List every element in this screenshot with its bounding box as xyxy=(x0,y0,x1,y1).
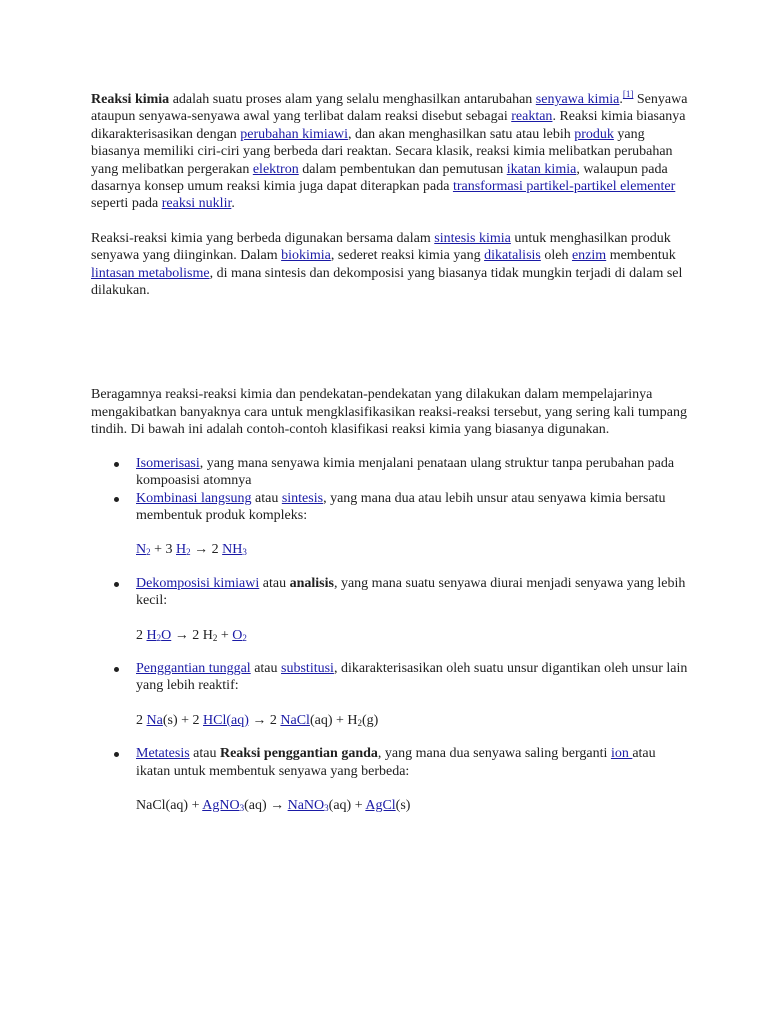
text: dalam pembentukan dan pemutusan xyxy=(298,161,507,177)
subscript: 3 xyxy=(242,547,247,558)
text: , yang mana suatu senyawa diurai menjadi senyawa yang lebih kecil: xyxy=(136,575,686,609)
text: seperti pada xyxy=(91,196,162,212)
text: (aq) → xyxy=(244,797,288,813)
text: (s) xyxy=(395,797,411,813)
subscript: 2 xyxy=(212,632,218,643)
list-item-penggantian-tunggal xyxy=(136,660,691,729)
text: , walaupun pada dasarnya konsep umum reaksi kimia juga dapat diterapkan pada xyxy=(91,161,668,195)
text: . Reaksi kimia biasanya dikarakterisasikan dengan xyxy=(91,109,686,142)
text: , dikarakterisasikan oleh suatu unsur digantikan oleh unsur lain yang lebih reaktif: xyxy=(136,660,688,694)
link-enzim[interactable]: enzim xyxy=(571,248,607,264)
term-reaksi-penggantian-ganda: Reaksi penggantian ganda xyxy=(219,746,378,762)
term-analisis: analisis xyxy=(289,575,334,591)
text: oleh xyxy=(540,248,572,264)
link-dikatalisis[interactable]: dikatalisis xyxy=(484,248,541,264)
second-paragraph xyxy=(91,230,691,300)
text: Senyawa ataupun senyawa-senyawa awal yang terlibat dalam reaksi disebut sebagai xyxy=(91,92,688,125)
link-nacl[interactable]: NaCl xyxy=(280,712,310,728)
formula-text: O xyxy=(232,627,243,643)
term-reaksi-kimia: Reaksi kimia xyxy=(91,92,170,107)
text: adalah suatu proses alam yang selalu menghasilkan antarubahan xyxy=(169,92,536,107)
text: 2 xyxy=(136,627,147,643)
formula-text: NH xyxy=(222,542,243,558)
formula-text: O xyxy=(161,627,172,643)
link-biokimia[interactable]: biokimia xyxy=(281,248,331,264)
text: NaCl(aq) + xyxy=(136,797,203,813)
bullet-icon xyxy=(114,462,119,467)
formula-text: H xyxy=(146,627,157,643)
text: atau xyxy=(259,575,290,591)
link-na[interactable]: Na xyxy=(146,712,163,728)
link-hcl[interactable]: HCl(aq) xyxy=(203,712,249,728)
bullet-icon xyxy=(114,667,119,672)
link-agno3[interactable] xyxy=(202,798,244,813)
subscript: 2 xyxy=(186,547,191,558)
text: + xyxy=(217,627,233,643)
subscript: 2 xyxy=(357,717,362,728)
formula-text: AgNO xyxy=(202,797,240,813)
link-reaktan[interactable]: reaktan xyxy=(511,109,553,125)
link-senyawa-kimia[interactable]: senyawa kimia xyxy=(535,92,620,107)
text: atau xyxy=(189,746,220,762)
text: atau ikatan untuk membentuk senyawa yang berbeda: xyxy=(136,746,656,779)
subscript: 2 xyxy=(146,547,151,558)
text: → 2 H xyxy=(171,627,213,643)
text: (s) + 2 xyxy=(162,712,203,728)
text: , di mana sintesis dan dekomposisi yang biasanya tidak mungkin terjadi di dalam sel dilakukan. xyxy=(91,265,683,299)
link-h2o[interactable] xyxy=(147,628,172,643)
link-o2[interactable] xyxy=(232,628,247,643)
equation-decomposition xyxy=(136,627,691,644)
bullet-icon xyxy=(114,497,119,502)
list-item-kombinasi xyxy=(136,490,691,559)
link-ion[interactable]: ion xyxy=(610,746,633,762)
link-dekomposisi-kimiawi[interactable]: Dekomposisi kimiawi xyxy=(136,575,260,591)
text: + 3 xyxy=(150,542,177,558)
subscript: 2 xyxy=(156,632,162,643)
bullet-icon xyxy=(114,582,119,587)
link-isomerisasi[interactable]: Isomerisasi xyxy=(136,455,200,471)
equation-single-replacement xyxy=(136,712,691,729)
intro-paragraph xyxy=(91,91,691,213)
formula-text: NaNO xyxy=(287,797,325,813)
text: , dan akan menghasilkan satu atau lebih xyxy=(347,126,575,142)
list-item-dekomposisi xyxy=(136,575,691,644)
link-penggantian-tunggal[interactable]: Penggantian tunggal xyxy=(136,660,251,676)
subscript: 2 xyxy=(242,632,247,643)
link-agcl[interactable]: AgCl xyxy=(365,797,396,813)
link-sintesis-kimia[interactable]: sintesis kimia xyxy=(434,230,511,246)
text: , yang mana dua atau lebih unsur atau senyawa kimia bersatu membentuk produk kompleks: xyxy=(136,490,666,523)
equation-double-replacement xyxy=(136,797,691,814)
link-lintasan-metabolisme[interactable]: lintasan metabolisme xyxy=(91,265,210,281)
equation-synthesis xyxy=(136,541,691,558)
link-ikatan-kimia[interactable]: ikatan kimia xyxy=(506,161,577,177)
link-sintesis[interactable]: sintesis xyxy=(281,490,324,506)
link-substitusi[interactable]: substitusi xyxy=(281,660,334,676)
text: , sederet reaksi kimia yang xyxy=(330,248,485,264)
subscript: 3 xyxy=(324,802,329,813)
text: , yang mana senyawa kimia menjalani penataan ulang struktur tanpa perubahan pada kompoasisi atomnya xyxy=(136,455,675,489)
text: atau xyxy=(251,490,282,506)
formula-text: N xyxy=(136,542,147,558)
text: Reaksi-reaksi kimia yang berbeda digunakan bersama dalam xyxy=(91,230,435,246)
text: atau xyxy=(250,660,282,676)
text: . xyxy=(619,92,623,107)
link-h2[interactable] xyxy=(176,542,191,557)
bullet-icon xyxy=(114,752,119,757)
reaction-types-list xyxy=(91,455,691,815)
link-nano3[interactable] xyxy=(288,798,329,813)
text: → 2 xyxy=(248,712,281,728)
link-reaksi-nuklir[interactable]: reaksi nuklir xyxy=(161,196,232,212)
formula-text: H xyxy=(176,542,187,558)
list-item-metatesis xyxy=(136,745,691,814)
classification-intro: Beragamnya reaksi-reaksi kimia dan pendekatan-pendekatan yang dilakukan dalam mempelajarinya mengakibatkan banyaknya cara untuk mengklasifikasikan reaksi-reaksi tersebut, yang sering kali tumpang tindih. Di bawah ini adalah contoh-contoh klasifikasi reaksi kimia yang biasanya digunakan. xyxy=(91,387,687,438)
text: (aq) + H xyxy=(309,712,358,728)
link-elektron[interactable]: elektron xyxy=(252,161,299,177)
link-kombinasi-langsung[interactable]: Kombinasi langsung xyxy=(136,490,252,506)
link-n2[interactable] xyxy=(136,542,151,557)
text: untuk menghasilkan produk senyawa yang diinginkan. Dalam xyxy=(91,230,671,264)
text: (g) xyxy=(362,712,379,728)
text: yang biasanya memiliki ciri-ciri yang berbeda dari reaktan. Secara klasik, reaksi kimia melibatkan perubahan yang melibatkan pergerakan xyxy=(91,126,673,177)
text: . xyxy=(231,196,235,212)
link-perubahan-kimiawi[interactable]: perubahan kimiawi xyxy=(240,126,348,142)
text: membentuk xyxy=(606,248,676,264)
link-nh3[interactable] xyxy=(222,542,247,557)
text: 2 xyxy=(136,712,147,728)
reference-link-1[interactable]: [1] xyxy=(622,89,634,99)
article-body xyxy=(91,91,691,814)
subscript: 3 xyxy=(239,802,245,813)
link-produk[interactable]: produk xyxy=(574,126,614,142)
link-metatesis[interactable]: Metatesis xyxy=(136,746,190,762)
list-item-isomerisasi xyxy=(136,455,691,490)
text: , yang mana dua senyawa saling berganti xyxy=(377,746,611,762)
text: (aq) + xyxy=(328,797,366,813)
text: → 2 xyxy=(190,542,223,558)
link-transformasi-partikel[interactable]: transformasi partikel-partikel elementer xyxy=(452,179,676,195)
